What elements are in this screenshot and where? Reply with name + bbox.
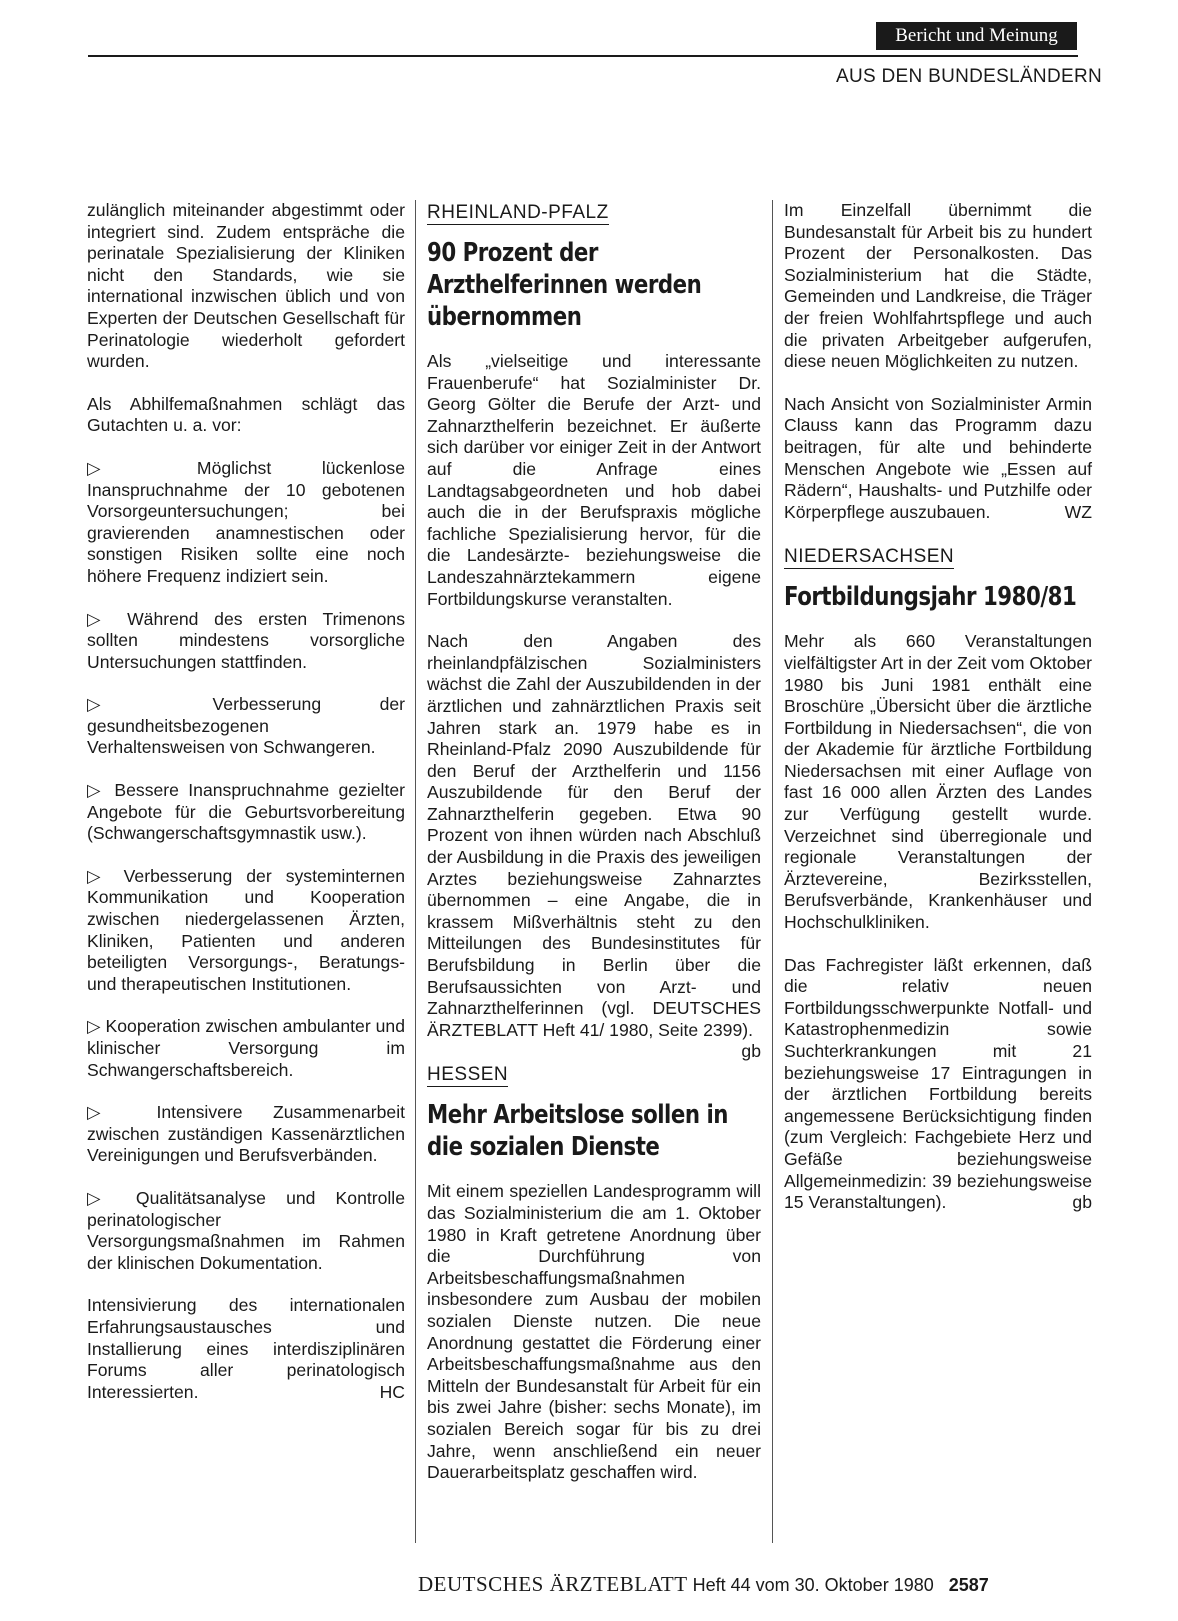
column-1	[87, 200, 405, 1424]
journal-name: DEUTSCHES ÄRZTEBLATT	[418, 1572, 688, 1596]
region-label: NIEDERSACHSEN	[784, 546, 955, 568]
paragraph: Als Abhilfemaßnahmen schlägt das Gutachten u. a. vor:	[87, 393, 405, 436]
column-3	[784, 200, 1092, 1235]
section-tag: Bericht und Meinung	[876, 22, 1077, 50]
paragraph-text: Nach Ansicht von Sozialminister Armin Clauss kann das Programm dazu beitragen, für alte und behinderte Menschen Angebote wie „Essen auf Rädern“, Haushalts- und Putzhilfe oder Körperpflege auszubauen.	[784, 393, 1092, 522]
bullet-item-last	[87, 1295, 405, 1403]
region-label: HESSEN	[427, 1064, 509, 1086]
page-number: 2587	[948, 1575, 989, 1595]
issue-info: Heft 44 vom 30. Oktober 1980	[692, 1575, 934, 1595]
column-2	[427, 200, 761, 1505]
bullet-text: Intensivierung des internationalen Erfahrungsaustausches und Installierung eines interdisziplinären Forums aller perinatologisch Interessierten.	[87, 1295, 405, 1402]
bullet-item: ▷ Bessere Inanspruchnahme gezielter Angebote für die Geburtsvorbereitung (Schwangerschaftsgymnastik usw.).	[87, 780, 405, 845]
paragraph-text: Das Fachregister läßt erkennen, daß die relativ neuen Fortbildungsschwerpunkte Notfall- und Katastrophenmedizin sowie Suchterkrankungen mit 21 beziehungsweise 17 Eintragungen in der ärztlichen Fortbildung bereits angemessene Berücksichtigung finden (zum Vergleich: Fachgebiete Herz und Gefäße beziehungsweise Allgemeinmedizin: 39 beziehungsweise 15 Veranstaltungen).	[784, 954, 1092, 1213]
bullet-item: ▷ Möglichst lückenlose Inanspruchnahme der 10 gebotenen Vorsorgeuntersuchungen; bei gravierenden anamnestischen oder sonstigen Risiken sollte eine noch höhere Frequenz indiziert sein.	[87, 458, 405, 588]
bullet-item: ▷ Verbesserung der systeminternen Kommunikation und Kooperation zwischen niedergelassenen Ärzten, Kliniken, Patienten und anderen beteiligten Versorgungs-, Beratungs- und therapeutischen Institutionen.	[87, 866, 405, 996]
bullet-item: ▷ Intensivere Zusammenarbeit zwischen zuständigen Kassenärztlichen Vereinigungen und Berufsverbänden.	[87, 1102, 405, 1167]
article-headline: Mehr Arbeitslose sollen in die sozialen Dienste	[427, 1100, 728, 1163]
paragraph: Im Einzelfall übernimmt die Bundesanstalt für Arbeit bis zu hundert Prozent der Personalkosten. Das Sozialministerium hat die Städte, Gemeinden und Landkreise, die Träger der freien Wohlfahrtspflege und auch die privaten Arbeitgeber aufgerufen, diese neuen Möglichkeiten zu nutzen.	[784, 200, 1092, 372]
bullet-item: ▷ Verbesserung der gesundheitsbezogenen Verhaltensweisen von Schwangeren.	[87, 694, 405, 759]
bullet-item: ▷ Während des ersten Trimenons sollten mindestens vorsorgliche Untersuchungen stattfinden.	[87, 609, 405, 674]
paragraph-last	[784, 955, 1092, 1214]
paragraph: Mit einem speziellen Landesprogramm will das Sozialministerium die am 1. Oktober 1980 in Kraft getretene Anordnung über die Durchführung von Arbeitsbeschaffungsmaßnahmen insbesondere zum Ausbau der mobilen sozialen Dienste nutzen. Die neue Anordnung gestattet die Förderung einer Arbeitsbeschaffungsmaßnahme aus den Mitteln der Bundesanstalt für Arbeit für ein bis zwei Jahre (bisher: sechs Monate), im sozialen Bereich sogar für bis zu drei Jahre, wenn anschließend ein neuer Dauerarbeitsplatz geschaffen wird.	[427, 1181, 761, 1483]
paragraph-last	[784, 394, 1092, 524]
author-signature: HC	[379, 1381, 405, 1402]
paragraph-text: Nach den Angaben des rheinlandpfälzischen Sozialministers wächst die Zahl der Auszubildenden in der ärztlichen und zahnärztlichen Praxis seit Jahren stark an. 1979 habe es in Rheinland-Pfalz 2090 Auszubildende für den Beruf der Arzthelferin und 1156 Auszubildende für den Beruf der Zahnarzthelferin gegeben. Etwa 90 Prozent von ihnen würden nach Abschluß der Ausbildung in die Praxis des jeweiligen Arztes beziehungsweise Zahnarztes übernommen – eine Angabe, die in krassem Mißverhältnis steht zu den Mitteilungen des Bundesinstitutes für Berufsbildung in Berlin über die Berufsaussichten von Arzt- und Zahnarzthelferinnen (vgl. DEUTSCHES ÄRZTEBLATT Heft 41/ 1980, Seite 2399).	[427, 631, 761, 1040]
header-rule	[88, 55, 1078, 57]
bullet-item: ▷ Kooperation zwischen ambulanter und klinischer Versorgung im Schwangerschaftsbereich.	[87, 1016, 405, 1081]
article-headline: 90 Prozent der Arzthelferinnen werden übernommen	[427, 238, 702, 332]
author-signature: gb	[1072, 1192, 1092, 1213]
article-headline: Fortbildungsjahr 1980/81	[784, 582, 1077, 613]
author-signature: WZ	[1064, 501, 1092, 522]
column-divider	[415, 200, 416, 1543]
section-title: AUS DEN BUNDESLÄNDERN	[835, 66, 1102, 87]
bullet-item: ▷ Qualitätsanalyse und Kontrolle perinatologischer Versorgungsmaßnahmen im Rahmen der klinischen Dokumentation.	[87, 1188, 405, 1274]
paragraph: zulänglich miteinander abgestimmt oder integriert sind. Zudem entspräche die perinatale Spezialisierung der Kliniken nicht den Standards, wie sie international inzwischen üblich und von Experten der Deutschen Gesellschaft für Perinatologie wiederholt gefordert wurden.	[87, 200, 405, 372]
region-label: RHEINLAND-PFALZ	[427, 202, 609, 223]
column-divider	[772, 200, 773, 1543]
page-footer	[418, 1572, 989, 1597]
author-signature: gb	[741, 1041, 761, 1062]
paragraph: Als „vielseitige und interessante Frauenberufe“ hat Sozialminister Dr. Georg Gölter die Berufe der Arzt- und Zahnarzthelferin bezeichnet. Er äußerte sich darüber vor einiger Zeit in der Antwort auf die Anfrage eines Landtagsabgeordneten und hob dabei auch die in der Berufspraxis mögliche fachliche Spezialisierung hervor, für die die Landesärzte- beziehungsweise die Landeszahnärztekammern eigene Fortbildungskurse veranstalten.	[427, 351, 761, 609]
paragraph-last	[427, 631, 761, 1062]
paragraph: Mehr als 660 Veranstaltungen vielfältigster Art in der Zeit vom Oktober 1980 bis Juni 1981 enthält eine Broschüre „Übersicht über die ärztliche Fortbildung in Niedersachsen“, die von der Akademie für ärztliche Fortbildung Niedersachsen mit einer Auflage von fast 16 000 allen Ärzten des Landes zur Verfügung gestellt wurde. Verzeichnet sind überregionale und regionale Veranstaltungen der Ärztevereine, Bezirksstellen, Berufsverbände, Krankenhäuser und Hochschulkliniken.	[784, 631, 1093, 933]
